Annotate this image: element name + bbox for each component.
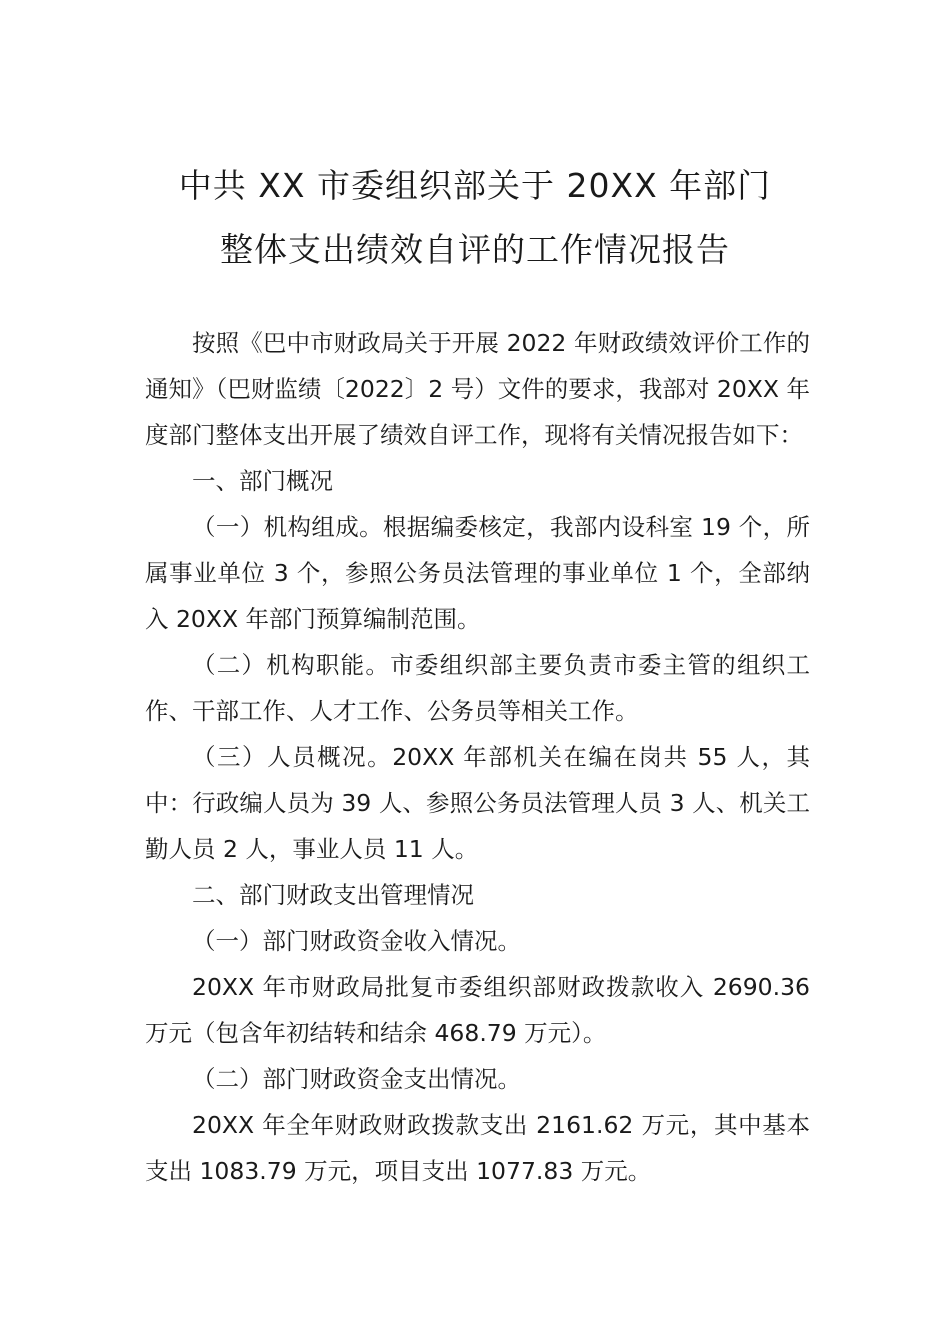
paragraph-org-functions: （二）机构职能。市委组织部主要负责市委主管的组织工作、干部工作、人才工作、公务员等相关工作。	[145, 651, 810, 725]
document-title-line-2: 整体支出绩效自评的工作情况报告	[220, 230, 730, 269]
paragraph-org-composition: （一）机构组成。根据编委核定，我部内设科室 19 个，所属事业单位 3 个，参照公务员法管理的事业单位 1 个，全部纳入 20XX 年部门预算编制范围。	[145, 513, 810, 633]
document-body	[145, 320, 810, 1194]
paragraph-income: 20XX 年市财政局批复市委组织部财政拨款收入 2690.36 万元（包含年初结转和结余 468.79 万元）。	[145, 973, 810, 1047]
subheading-expenditure: （二）部门财政资金支出情况。	[192, 1065, 521, 1093]
intro-paragraph: 按照《巴中市财政局关于开展 2022 年财政绩效评价工作的通知》（巴财监绩〔2022〕2 号）文件的要求，我部对 20XX 年度部门整体支出开展了绩效自评工作，现将有关情况报告如下：	[145, 329, 810, 449]
document-title-line-1: 中共 XX 市委组织部关于 20XX 年部门	[178, 166, 772, 205]
subheading-income: （一）部门财政资金收入情况。	[192, 927, 521, 955]
section-heading-1: 一、部门概况	[192, 467, 333, 495]
paragraph-staff-overview: （三）人员概况。20XX 年部机关在编在岗共 55 人，其中：行政编人员为 39 人、参照公务员法管理人员 3 人、机关工勤人员 2 人，事业人员 11 人。	[145, 743, 810, 863]
paragraph-expenditure: 20XX 年全年财政财政拨款支出 2161.62 万元，其中基本支出 1083.79 万元，项目支出 1077.83 万元。	[145, 1111, 810, 1185]
section-heading-2: 二、部门财政支出管理情况	[192, 881, 474, 909]
